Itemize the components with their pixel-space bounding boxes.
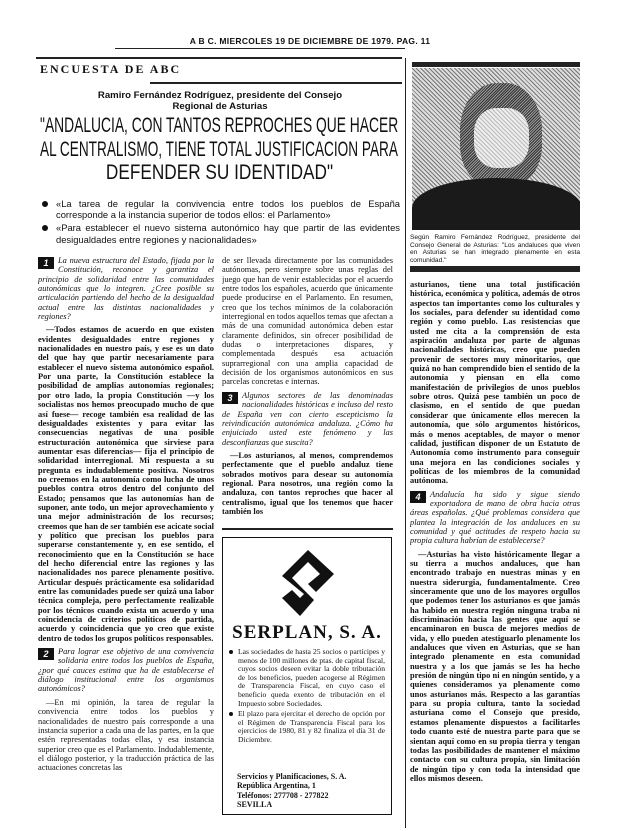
ad-item-text: Las sociedades de hasta 25 socios o partícipes y menos de 100 millones de ptas. de capital fiscal, cuyos socios deseen evitar la doble tributación de los beneficios, pueden acogerse al Régimen de Transparencia Fiscal, en cuyo caso el beneficio queda exento de tributación en el Impuesto sobre Sociedades. — [238, 647, 385, 708]
answer-text: —Los asturianos, al menos, comprendemos perfectamente que el pueblo andaluz tiene sobrados motivos para desear su autonomía regional. Para nosotros, una región como la andaluza, con tantos reproches que hacer al centralismo, igual que los tenemos que hacer también los — [222, 450, 393, 516]
highlight-quotes — [40, 198, 400, 247]
question-number: 4 — [410, 491, 426, 503]
headline-row — [38, 161, 400, 185]
article-column-3 — [410, 280, 580, 800]
ad-item — [229, 648, 385, 708]
bullet-icon — [229, 712, 233, 716]
quote-text: «Para establecer el nuevo sistema autonómico hay que partir de las evidentes desigualdades entre regiones y nacionalidades» — [56, 222, 400, 245]
article-column-2 — [222, 256, 393, 524]
answer-text: —Asturias ha visto históricamente llegar a su tierra a muchos andaluces, que han encontrado trabajo en nuestras minas y en nuestra siderurgia, fundamentalmente. Creo sinceramente que uno de los mayores orgullos que podemos tener los asturianos es que jamás ha habido en nuestra región ninguna traba ni discriminación hacia las gentes que aquí se encaminaron en busca de mejores medios de vida, y ello pueden atestiguarlo plenamente los andaluces que viven en Asturias, que se han integrado plenamente en esta comunidad nuestra y a los que jamás se les ha hecho presión de ningún tipo ni en ningún sentido, y a quienes consideramos ya plenamente como unos asturianos más. Respecto a las garantías para su propia cultura, tanto la sociedad asturiana como el Consejo que presido, estamos plenamente dispuestos a facilitarles todo cuanto esté de nuestra parte para que se sientan aquí como en su propia tierra y tengan todas las posibilidades de mantener el máximo contacto con su cultura propia, sin limitación de ningún tipo y con toda la intensidad que ellos mismos deseen. — [410, 549, 580, 783]
question-text: Andalucía ha sido y sigue siendo exportadora de mano de obra hacia otras áreas españolas. ¿Qué problemas considera que plantea la integración de los andaluces en su comunidad y qué actitudes de respeto hacia su propia cultura habrían de establecerse? — [410, 489, 580, 546]
highlight-quote — [40, 198, 400, 220]
ad-company-name: SERPLAN, S. A. — [232, 622, 382, 643]
headline-line: "ANDALUCIA, CON TANTOS REPROCHES QUE HACER — [39, 114, 399, 137]
answer-text: —Todos estamos de acuerdo en que existen evidentes desigualdades entre regiones y nacionalidades en nuestro país, y ese es un dato del que hay que partir necesariamente para establecer el nuevo sistema autonómico español. Por una parte, la Constitución establece la posibilidad de amplias autonomías regionales; por otro lado, la propia Constitución —y los socialistas nos hemos preocupado mucho de que así fuese— recoge también esa realidad de las desigualdades existentes y para evitar las consecuencias negativas de una posible estructuración autonómica que sirviese para aumentar esas diferencias— fija el principio de solidaridad interregional. Mi respuesta a su pregunta es indudablemente positiva. Nosotros no creemos en la autonomía como lucha de unos pueblos contra otros dentro del conjunto del Estado; pensamos que las autonomías han de suponer, ante todo, un mejor aprovechamiento y una mejor administración de los recursos; creemos que han de ser también ese acicate social y político que precisan los pueblos para superarse constantemente y, en ese sentido, el reconocimiento que en la Constitución se hace del hecho diferencial entre las regiones y las nacionalidades nos parece plenamente positivo. Articular después prácticamente esa solidaridad entre las comunidades puede ser quizá una labor técnica compleja, pero perfectamente realizable por los técnicos cuando exista un acuerdo y una coincidencia de criterios políticos de partida, acuerdo y coincidencia que yo creo que existe dentro de todos los grupos políticos responsables. — [38, 325, 214, 643]
headline-row — [38, 138, 400, 162]
question-text: Para lograr ese objetivo de una convivencia solidaria entre todos los pueblos de España, ¿por qué cauces estima que ha de establecerse el diálogo institucional entre los organismos autonómicos? — [38, 647, 214, 694]
section-bottom-rule — [150, 82, 402, 84]
bullet-icon — [229, 650, 233, 654]
question-number: 2 — [38, 648, 54, 660]
page-folio: A B C. MIERCOLES 19 DE DICIEMBRE DE 1979. PAG. 11 — [189, 36, 431, 46]
quote-text: «La tarea de regular la convivencia entre todos los pueblos de España corresponde a la instancia superior de todos ellos: el Parlamento» — [56, 198, 400, 221]
ad-item — [229, 710, 385, 744]
article-column-1 — [38, 256, 214, 796]
article-subtitle — [40, 90, 400, 112]
bullet-icon — [42, 225, 48, 231]
photo-top-bar — [412, 62, 580, 67]
ad-address — [237, 772, 347, 809]
answer-text: de ser llevada directamente por las comunidades autónomas, pero siempre sobre unas reglas del juego que han de venir establecidas por el acuerdo entre todos los españoles, acuerdo que únicamente puede producirse en el Parlamento. En resumen, creo que los techos mínimos de la colaboración interregional en todos aquellos temas que afectan a más de una comunidad autonómica deben estar claramente definidos, sin ofrecer posibilidad de dudas o interpretaciones dispares, y complementada después esa actuación suprarregional con una amplia capacidad de decisión de los organismos autonómicos en sus parcelas concretas e internas. — [222, 256, 393, 387]
portrait-photo — [412, 68, 580, 230]
photo-caption: Según Ramiro Fernández Rodríguez, presidente del Consejo General de Asturias: "Los andaluces que viven en Asturias se han integrado plenamente en esta comunidad." — [410, 234, 580, 264]
question-text: Algunos sectores de las denominadas nacionalidades históricas e incluso del resto de España ven con cierto escepticismo la reivindicación autonómica andaluza. ¿Cómo ha enjuiciado usted este fenómeno y las desconfianzas que suscita? — [222, 390, 393, 447]
serplan-advertisement — [222, 537, 392, 815]
address-line: Teléfonos: 277708 - 277822 — [237, 790, 329, 800]
photo-body — [412, 178, 580, 230]
ad-top-rule — [222, 528, 393, 530]
serplan-logo-icon — [278, 548, 338, 618]
highlight-quote — [40, 222, 400, 244]
photo-face — [474, 108, 529, 168]
headline-line: DEFENDER SU IDENTIDAD" — [105, 161, 333, 184]
address-line: República Argentina, 1 — [237, 781, 316, 791]
caption-bar — [410, 266, 580, 272]
section-top-rule — [36, 57, 402, 59]
question-text: La nueva estructura del Estado, fijada por la Constitución, reconoce y garantiza el principio de solidaridad entre las comunidades autonómicas que lo integren. ¿Cree posible su articulación partiendo del hecho de la desigualdad actual entre las distintas nacionalidades y regiones? — [38, 256, 214, 322]
headline-row — [38, 114, 400, 138]
question-number: 3 — [222, 392, 238, 404]
address-line: Servicios y Planificaciones, S. A. — [237, 772, 347, 782]
section-label: ENCUESTA DE ABC — [40, 62, 182, 76]
address-line: SEVILLA — [237, 799, 273, 809]
ad-item-text: El plazo para ejercitar el derecho de opción por el Régimen de Transparencia Fiscal para los ejercicios de 1980, 81 y 82 finaliza el día 31 de Diciembre. — [238, 709, 385, 744]
headline-line: AL CENTRALISMO, TIENE TOTAL JUSTIFICACION PARA — [40, 137, 398, 161]
subtitle-line: Ramiro Fernández Rodríguez, presidente del Consejo — [97, 90, 343, 101]
bullet-icon — [42, 201, 48, 207]
ad-list — [229, 648, 385, 747]
column-divider — [405, 58, 406, 828]
answer-text: asturianos, tiene una total justificación histórica, económica y política, además de otros aspectos tan importantes como los culturales y los sociales, para defender su identidad como región y como pueblo. Las resistencias que usted me cita a la comprensión de esta aspiración andaluza por parte de algunas nacionalidades históricas, creo que pueden provenir de sectores muy minoritarios, que quizá no han comprendido bien el sentido de la autonomía y piensan en ella como manifestación de privilegios de unos pueblos sobre otros. Quizá pese también un poco de clasismo, en el sentido de que puedan considerar que únicamente ellos merecen la autonomía, que sólo argumentos históricos, más o menos aceptables, de mayor o menor calidad, justifican disponer de un Estatuto de Autonomía como instrumento para conseguir una mejora en las condiciones sociales y políticas de los miembros de la comunidad autónoma. — [410, 280, 580, 486]
folio-rule — [115, 48, 405, 49]
question-number: 1 — [38, 257, 54, 269]
article-headline — [38, 114, 400, 185]
answer-text: —En mi opinión, la tarea de regular la convivencia entre todos los pueblos y nacionalidades de nuestro país corresponde a una instancia superior a cada una de las partes, en la que estén representadas todas ellas, y esa instancia superior creo que es el Parlamento. Indudablemente, el diálogo posterior, y la traducción práctica de las actuaciones concretas las — [38, 697, 214, 773]
subtitle-line: Regional de Asturias — [172, 101, 268, 112]
